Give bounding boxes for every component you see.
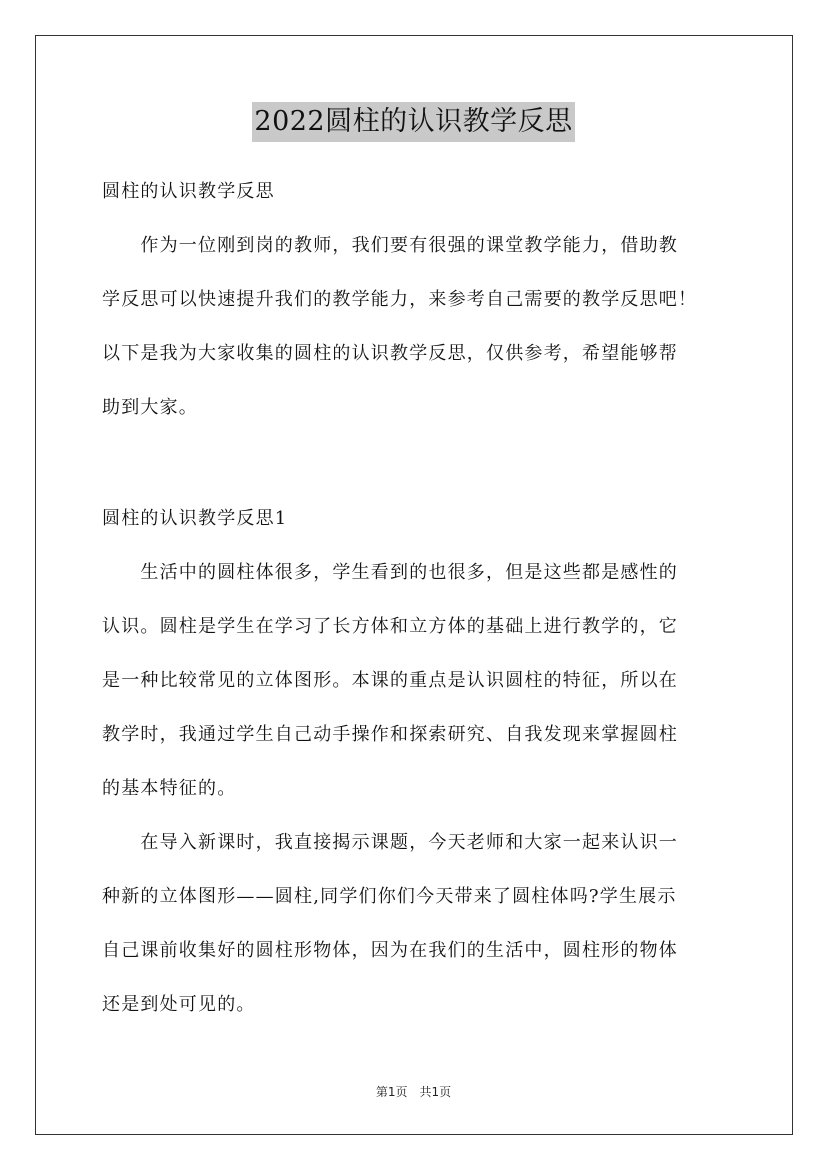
- body-paragraph-1: 生活中的圆柱体很多，学生看到的也很多，但是这些都是感性的 认识。圆柱是学生在学习了长方体和立方体的基础上进行教学的，它 是一种比较常见的立体图形。本课的重点是认识圆柱的特征，所以在 教学时，我通过学生自己动手操作和探索研究、自我发现来掌握圆柱 的基本特征的。: [102, 562, 678, 799]
- section-heading: 圆柱的认识教学反思: [102, 181, 275, 202]
- intro-paragraph: 作为一位刚到岗的教师，我们要有很强的课堂教学能力，借助教 学反思可以快速提升我们的教学能力，来参考自己需要的教学反思吧！ 以下是我为大家收集的圆柱的认识教学反思，仅供参考，希望能够帮 助到大家。: [102, 235, 698, 418]
- page-number-footer: 第1页 共1页: [375, 1085, 452, 1099]
- section-heading-1: 圆柱的认识教学反思1: [102, 508, 288, 529]
- document-title: 2022圆柱的认识教学反思: [252, 102, 574, 142]
- body-paragraph-2: 在导入新课时，我直接揭示课题，今天老师和大家一起来认识一 种新的立体图形——圆柱,同学们你们今天带来了圆柱体吗?学生展示 自己课前收集好的圆柱形物体，因为在我们的生活中，圆柱形的物体 还是到处可见的。: [102, 832, 678, 1015]
- title-container: [0, 102, 827, 142]
